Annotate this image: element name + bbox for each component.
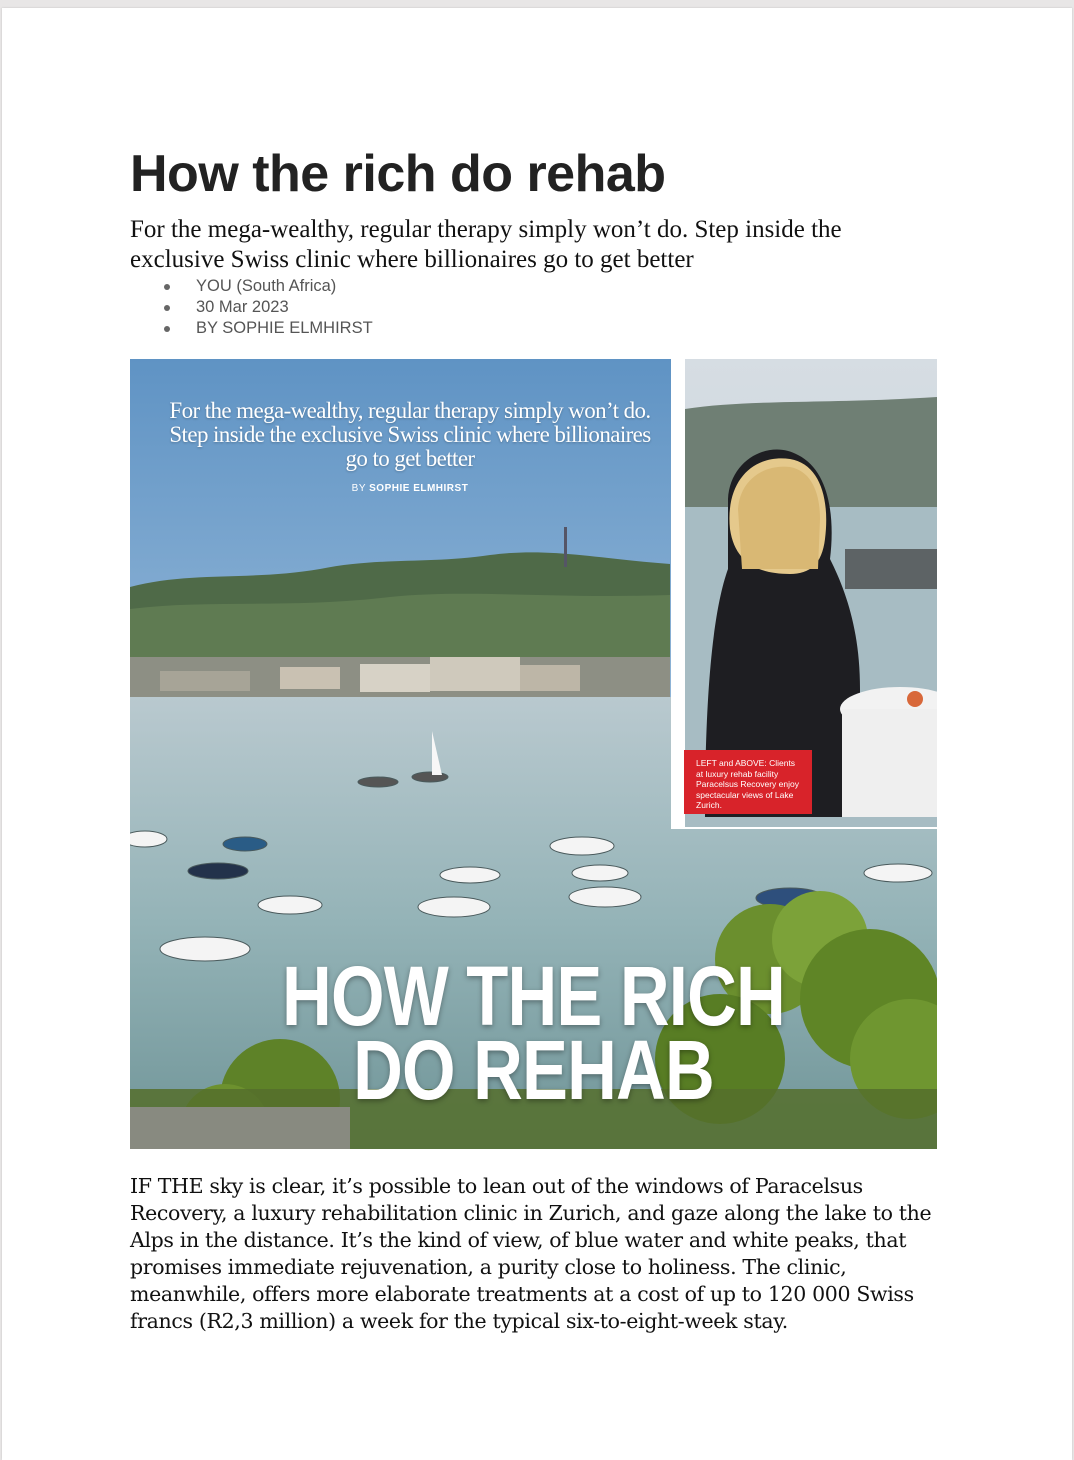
article-meta-list bbox=[152, 276, 373, 339]
bullet-icon bbox=[164, 305, 170, 311]
meta-author bbox=[152, 318, 373, 339]
image-byline-name: SOPHIE ELMHIRST bbox=[369, 483, 469, 494]
image-pull-quote: For the mega-wealthy, regular therapy simply won’t do. Step inside the exclusive Swiss clinic where billionaires go to get better bbox=[169, 398, 651, 471]
image-caption: LEFT and ABOVE: Clients at luxury rehab facility Paracelsus Recovery enjoy spectacular views of Lake Zurich. bbox=[684, 750, 812, 814]
image-byline bbox=[160, 483, 660, 494]
image-title bbox=[203, 949, 865, 1117]
meta-publication-text: YOU (South Africa) bbox=[196, 277, 337, 295]
meta-publication bbox=[152, 276, 373, 297]
bullet-icon bbox=[164, 284, 170, 290]
article-body: IF THE sky is clear, it’s possible to lean out of the windows of Paracelsus Recovery, a luxury rehabilitation clinic in Zurich, and gaze along the lake to the Alps in the distance. It’s the kind of view, of blue water and white peaks, that promises immediate rejuvenation, a purity close to holiness. The clinic, meanwhile, offers more elaborate treatments at a cost of up to 120 000 Swiss francs (R2,3 million) a week for the typical six-to-eight-week stay. bbox=[130, 1174, 932, 1333]
bullet-icon bbox=[164, 326, 170, 332]
article-headline: How the rich do rehab bbox=[130, 145, 666, 203]
document-page bbox=[2, 8, 1072, 1460]
meta-author-text: BY SOPHIE ELMHIRST bbox=[196, 319, 373, 337]
article-photo bbox=[130, 359, 937, 1149]
image-byline-prefix: BY bbox=[351, 483, 366, 494]
meta-date bbox=[152, 297, 373, 318]
image-title-line-1: HOW THE RICH bbox=[282, 949, 785, 1043]
article-dek: For the mega-wealthy, regular therapy simply won’t do. Step inside the exclusive Swiss clinic where billionaires go to get better bbox=[130, 216, 842, 273]
meta-date-text: 30 Mar 2023 bbox=[196, 298, 289, 316]
image-title-line-2: DO REHAB bbox=[353, 1023, 714, 1117]
